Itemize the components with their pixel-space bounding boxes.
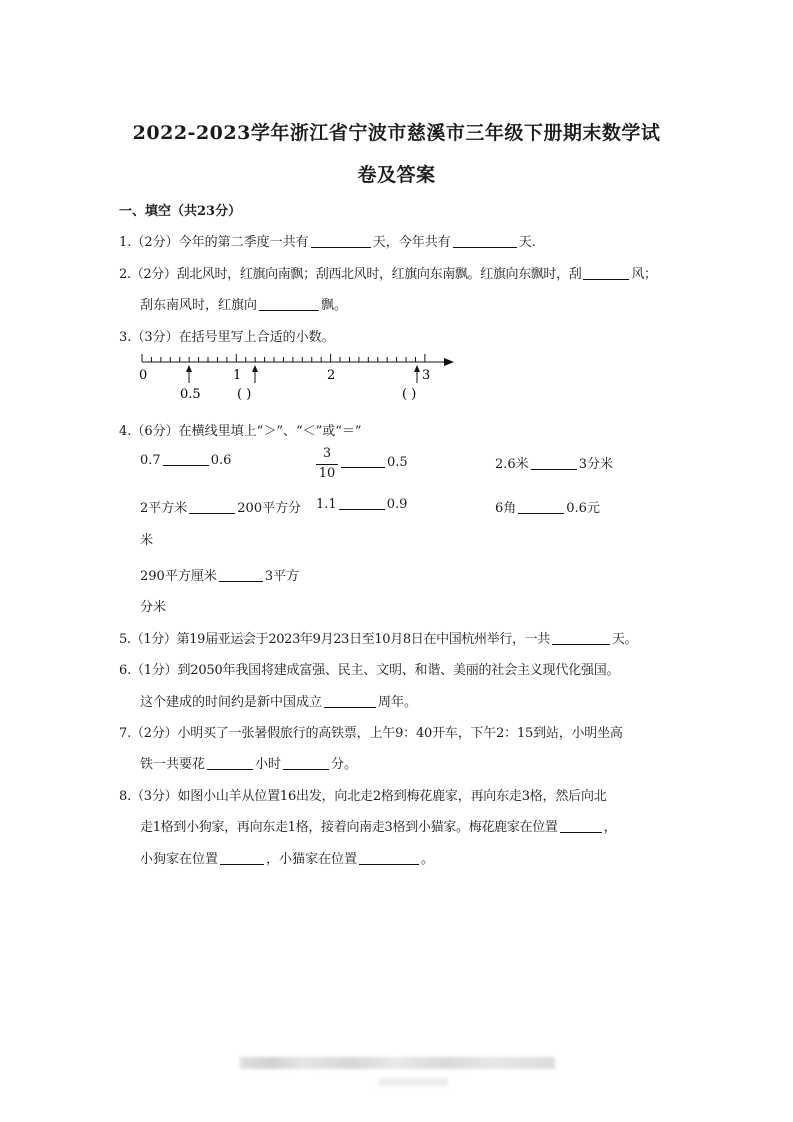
q8-blank-1[interactable] (560, 820, 602, 833)
tick-label-1: 1 (233, 368, 242, 383)
question-8-line3 (140, 848, 434, 867)
compare-f-right: 0.6元 (566, 501, 600, 516)
q7-text-end: 分。 (331, 757, 358, 772)
q8-blank-3[interactable] (359, 852, 419, 865)
arrow-right-icon (444, 358, 454, 366)
compare-f-left: 6角 (495, 501, 517, 516)
question-2-line1 (119, 263, 657, 282)
q6-blank[interactable] (324, 695, 376, 708)
question-2-line2 (140, 294, 347, 313)
compare-g-left: 290平方厘米 (140, 569, 217, 584)
q2-text-3: 刮东南风时，红旗向 (140, 298, 258, 313)
compare-d-unit-wrap: 米 (140, 533, 154, 548)
q2-blank-2[interactable] (259, 298, 319, 311)
tick-label-3: 3 (422, 368, 431, 383)
fraction-numerator: 3 (322, 446, 332, 461)
compare-a (140, 453, 231, 468)
compare-f (495, 497, 600, 516)
q2-blank-1[interactable] (583, 267, 629, 280)
compare-c-blank[interactable] (531, 457, 577, 470)
q1-text-end: 天. (518, 235, 536, 250)
question-5 (119, 628, 637, 647)
q5-text-start: 5.（1分）第19届亚运会于2023年9月23日至10月8日在中国杭州举行，一共 (119, 632, 550, 647)
compare-f-blank[interactable] (518, 501, 564, 514)
footer-page-number (378, 1078, 448, 1086)
question-6-line1: 6.（1分）到2050年我国将建成富强、民主、文明、和谐、美丽的社会主义现代化强国。 (119, 663, 620, 678)
tick-label-0: 0 (139, 368, 148, 383)
fraction-bar (316, 464, 338, 465)
compare-e-right: 0.9 (386, 497, 408, 512)
q8-blank-2[interactable] (220, 852, 264, 865)
question-8-line2 (140, 816, 616, 835)
compare-b-blank[interactable] (341, 455, 385, 468)
compare-g-blank[interactable] (219, 569, 263, 582)
compare-c (495, 453, 613, 472)
arrow-up-icon (252, 365, 258, 383)
q2-text-1: 2.（2分）刮北风时，红旗向南飘；刮西北风时，红旗向东南飘。红旗向东飘时，刮 (119, 267, 582, 282)
arrow-up-icon (186, 365, 192, 383)
compare-c-left: 2.6米 (495, 457, 529, 472)
compare-e (316, 497, 407, 512)
number-line-ticks (142, 354, 425, 362)
tick-label-2: 2 (327, 368, 336, 383)
page-title-line2: 卷及答案 (357, 164, 436, 186)
compare-d-right: 200平方分 (237, 501, 302, 516)
page-title-line1: 2022-2023学年浙江省宁波市慈溪市三年级下册期末数学试 (132, 122, 661, 144)
answer-paren-1[interactable]: ( ) (237, 387, 252, 402)
compare-b (339, 455, 408, 470)
q8-text-1: 走1格到小狗家，再向东走1格，接着向南走3格到小猫家。梅花鹿家在位置 (140, 820, 558, 835)
q1-text-start: 1.（2分）今年的第二季度一共有 (119, 235, 309, 250)
compare-b-right: 0.5 (387, 455, 408, 470)
q7-text-start: 铁一共要花 (140, 757, 206, 772)
compare-d (140, 497, 301, 516)
compare-g-unit-wrap: 分米 (140, 600, 167, 615)
q8-text-5: 。 (421, 852, 435, 867)
q7-text-mid: 小时 (255, 757, 282, 772)
fraction-denominator: 10 (318, 466, 336, 481)
question-7-line2 (140, 753, 357, 772)
question-3: 3.（3分）在括号里写上合适的小数。 (119, 330, 335, 345)
compare-a-left: 0.7 (140, 453, 161, 468)
q7-blank-1[interactable] (207, 757, 253, 770)
q5-blank[interactable] (552, 632, 610, 645)
q8-text-2: ， (603, 820, 617, 835)
q2-text-4: 飘。 (321, 298, 348, 313)
arrow-up-icon (414, 365, 420, 383)
q2-text-2: 风； (631, 267, 657, 282)
label-half: 0.5 (180, 387, 201, 402)
q1-blank-1[interactable] (311, 235, 371, 248)
compare-a-blank[interactable] (163, 453, 209, 466)
question-1 (119, 231, 536, 250)
q1-text-mid: 天，今年共有 (372, 235, 451, 250)
q8-text-4: ，小猫家在位置 (266, 852, 358, 867)
compare-a-right: 0.6 (210, 453, 232, 468)
q7-blank-2[interactable] (283, 757, 329, 770)
question-4: 4.（6分）在横线里填上“＞”、“＜”或“＝” (119, 424, 362, 439)
footer-watermark (240, 1057, 555, 1069)
question-7-line1: 7.（2分）小明买了一张暑假旅行的高铁票，上午9：40开车，下午2：15到站，小明坐高 (119, 726, 623, 741)
compare-d-blank[interactable] (189, 501, 235, 514)
number-line (130, 348, 460, 408)
q6-text-start: 这个建成的时间约是新中国成立 (140, 695, 323, 710)
q8-text-3: 小狗家在位置 (140, 852, 219, 867)
compare-c-right: 3分米 (578, 457, 613, 472)
q6-text-end: 周年。 (378, 695, 418, 710)
answer-paren-2[interactable]: ( ) (402, 387, 417, 402)
compare-d-left: 2平方米 (140, 501, 188, 516)
q5-text-end: 天。 (611, 632, 638, 647)
compare-e-left: 1.1 (316, 497, 337, 512)
question-6-line2 (140, 691, 417, 710)
question-8-line1: 8.（3分）如图小山羊从位置16出发，向北走2格到梅花鹿家，再向东走3格，然后向北 (119, 789, 607, 804)
compare-e-blank[interactable] (339, 497, 385, 510)
compare-g (140, 565, 299, 584)
compare-g-right: 3平方 (264, 569, 300, 584)
q1-blank-2[interactable] (453, 235, 517, 248)
section-heading: 一、填空（共23分） (119, 204, 242, 219)
